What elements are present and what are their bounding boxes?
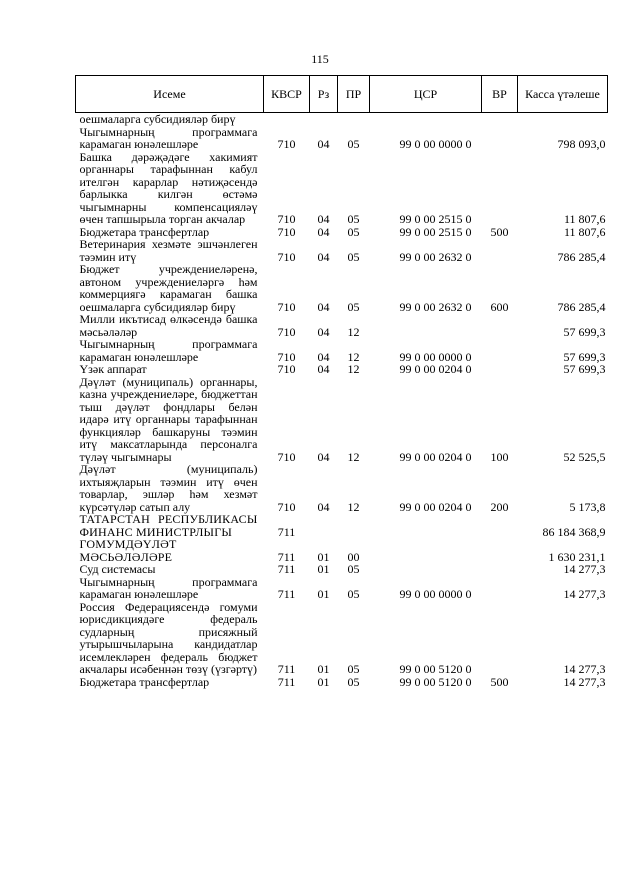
- cell-kvsr: 710: [277, 249, 296, 264]
- cell-vr: 200: [490, 499, 509, 514]
- cell-rz: [310, 513, 338, 538]
- cell-amount: [518, 113, 608, 126]
- cell-name: ТАТАРСТАН РЕСПУБЛИКАСЫ ФИНАНС МИНИСТРЛЫГЫ: [79, 512, 258, 539]
- cell-amount: 14 277,3: [563, 674, 606, 689]
- cell-name: Үзәк аппарат: [79, 362, 147, 376]
- cell-csr: [370, 113, 482, 126]
- cell-pr: 05: [347, 587, 360, 601]
- header-rz: Рз: [310, 76, 338, 113]
- cell-vr: 600: [490, 299, 509, 314]
- cell-rz: 04: [317, 249, 330, 264]
- cell-amount: 86 184 368,9: [542, 524, 606, 539]
- cell-csr: [370, 313, 482, 338]
- cell-amount: 57 699,3: [563, 324, 606, 339]
- cell-rz: 01: [317, 662, 330, 676]
- cell-csr: [370, 513, 482, 538]
- cell-vr: 500: [490, 224, 509, 239]
- cell-pr: 00: [347, 549, 360, 564]
- cell-kvsr: 710: [277, 299, 296, 314]
- cell-kvsr: 710: [277, 324, 296, 339]
- table-row: [76, 126, 608, 151]
- cell-csr: 99 0 00 5120 0: [399, 674, 472, 689]
- table-body: [76, 113, 608, 689]
- cell-name: Милли икътисад өлкәсендә башка мәсьәләләр: [79, 312, 258, 339]
- cell-name: оешмаларга субсидияләр бирү: [79, 112, 236, 126]
- cell-csr: [370, 538, 482, 563]
- cell-vr: [482, 576, 518, 601]
- table-row: [76, 363, 608, 376]
- cell-csr: 99 0 00 2632 0: [399, 299, 472, 314]
- cell-vr: [482, 538, 518, 563]
- cell-name: Бюджет учреждениеләренә, автоном учреждениеләргә һәм коммерциягә карамаган башка оешмаларга субсидияләр бирү: [79, 262, 258, 314]
- cell-amount: 1 630 231,1: [548, 549, 606, 564]
- table-row: [76, 263, 608, 313]
- cell-name: Бюджетара трансфертлар: [79, 224, 210, 239]
- cell-vr: [482, 313, 518, 338]
- header-vr: ВР: [482, 76, 518, 113]
- cell-pr: 05: [347, 562, 360, 576]
- cell-rz: 01: [317, 587, 330, 601]
- cell-pr: 12: [347, 362, 360, 376]
- cell-name: Башка дәрәҗәдәге хакимият органнары тарафыннан кабул ителгән карарлар нәтиҗәсендә барлыкка килгән өстәмә чыгымнарны компенсацияләү өчен тапшырыла торган акчалар: [79, 149, 258, 226]
- cell-amount: 798 093,0: [557, 137, 606, 151]
- cell-rz: 04: [317, 349, 330, 364]
- cell-kvsr: 710: [277, 449, 296, 464]
- cell-vr: [482, 563, 518, 576]
- table-row: [76, 338, 608, 363]
- cell-pr: 12: [347, 324, 360, 339]
- cell-vr: [482, 126, 518, 151]
- page-number: 115: [311, 52, 329, 66]
- cell-amount: 57 699,3: [563, 362, 606, 376]
- cell-vr: [482, 513, 518, 538]
- cell-rz: [310, 113, 338, 126]
- table-row: [76, 376, 608, 464]
- table-row: [76, 601, 608, 676]
- cell-name: Суд системасы: [79, 562, 156, 576]
- cell-kvsr: [264, 113, 310, 126]
- cell-pr: 05: [347, 224, 360, 239]
- table-row: [76, 463, 608, 513]
- cell-rz: 01: [317, 674, 330, 689]
- cell-rz: 04: [317, 137, 330, 151]
- cell-csr: [370, 563, 482, 576]
- table-row: [76, 676, 608, 689]
- cell-pr: 12: [347, 499, 360, 514]
- cell-rz: 04: [317, 224, 330, 239]
- cell-csr: 99 0 00 5120 0: [399, 662, 472, 676]
- cell-pr: 05: [347, 137, 360, 151]
- header-kvsr: КВСР: [264, 76, 310, 113]
- cell-name: Россия Федерациясендә гомуми юрисдикциядәге федераль судларның присяжный утырышчыларына кандидатлар исемлекләрен федераль бюджет акчалары исәбеннән төзү (үзгәртү): [79, 599, 258, 676]
- cell-kvsr: 711: [277, 674, 296, 689]
- cell-vr: [482, 338, 518, 363]
- cell-csr: 99 0 00 0204 0: [399, 362, 472, 376]
- cell-pr: 05: [347, 662, 360, 676]
- cell-rz: 01: [317, 549, 330, 564]
- cell-pr: 12: [347, 349, 360, 364]
- cell-csr: 99 0 00 2515 0: [399, 212, 472, 226]
- cell-kvsr: 711: [277, 662, 296, 676]
- cell-vr: [482, 363, 518, 376]
- cell-pr: 05: [347, 299, 360, 314]
- table-row: [76, 313, 608, 338]
- cell-csr: 99 0 00 0000 0: [399, 137, 472, 151]
- cell-amount: 11 807,6: [563, 212, 606, 226]
- cell-rz: 04: [317, 299, 330, 314]
- cell-amount: 14 277,3: [563, 562, 606, 576]
- table-row: [76, 513, 608, 538]
- cell-pr: 05: [347, 674, 360, 689]
- header-name: Исеме: [76, 76, 264, 113]
- cell-rz: 04: [317, 449, 330, 464]
- cell-name: Чыгымнарның программага карамаган юнәлешләре: [79, 337, 258, 364]
- table-row: [76, 563, 608, 576]
- cell-vr: 500: [490, 674, 509, 689]
- header-pr: ПР: [338, 76, 370, 113]
- cell-vr: 100: [490, 449, 509, 464]
- cell-vr: [482, 601, 518, 676]
- cell-kvsr: 710: [277, 349, 296, 364]
- cell-amount: 14 277,3: [563, 587, 606, 601]
- cell-name: Бюджетара трансфертлар: [79, 674, 210, 689]
- header-csr: ЦСР: [370, 76, 482, 113]
- cell-amount: 14 277,3: [563, 662, 606, 676]
- cell-kvsr: 710: [277, 362, 296, 376]
- cell-csr: 99 0 00 0000 0: [399, 349, 472, 364]
- cell-rz: 04: [317, 324, 330, 339]
- cell-amount: 5 173,8: [569, 499, 606, 514]
- cell-kvsr: 711: [277, 549, 296, 564]
- cell-vr: [482, 238, 518, 263]
- cell-vr: [482, 113, 518, 126]
- cell-kvsr: 710: [277, 137, 296, 151]
- header-kassa: Касса үтәлеше: [518, 76, 608, 113]
- cell-csr: 99 0 00 2515 0: [399, 224, 472, 239]
- table-row: [76, 238, 608, 263]
- table-row: [76, 538, 608, 563]
- cell-csr: 99 0 00 2632 0: [399, 249, 472, 264]
- cell-kvsr: 710: [277, 212, 296, 226]
- cell-csr: 99 0 00 0204 0: [399, 499, 472, 514]
- table-row: [76, 113, 608, 126]
- cell-csr: 99 0 00 0204 0: [399, 449, 472, 464]
- cell-rz: 04: [317, 212, 330, 226]
- cell-pr: [338, 113, 370, 126]
- cell-amount: 57 699,3: [563, 349, 606, 364]
- cell-rz: 04: [317, 499, 330, 514]
- cell-rz: 04: [317, 362, 330, 376]
- budget-table: [75, 75, 608, 688]
- table-row: [76, 151, 608, 226]
- table-header: [76, 76, 608, 113]
- cell-kvsr: 711: [277, 524, 296, 539]
- cell-name: Дәүләт (муниципаль) ихтыяҗларын тәэмин итү өчен товарлар, эшләр һәм хезмәт күрсәтүләр сатып алу: [79, 462, 258, 514]
- cell-pr: 05: [347, 212, 360, 226]
- cell-name: Чыгымнарның программага карамаган юнәлешләре: [79, 124, 258, 151]
- cell-pr: [338, 513, 370, 538]
- cell-name: Чыгымнарның программага карамаган юнәлешләре: [79, 574, 258, 601]
- cell-kvsr: 710: [277, 224, 296, 239]
- cell-amount: 786 285,4: [557, 299, 606, 314]
- cell-amount: 786 285,4: [557, 249, 606, 264]
- cell-pr: 12: [347, 449, 360, 464]
- cell-pr: 05: [347, 249, 360, 264]
- table-row: [76, 576, 608, 601]
- cell-kvsr: 711: [277, 587, 296, 601]
- cell-name: Дәүләт (муниципаль) органнары, казна учреждениеләре, бюджеттан тыш дәүләт фондлары белән идарә итү органнары тарафыннан функцияләр башкаруны тәэмин итү максатларында персоналга түләү чыгымнары: [79, 374, 258, 464]
- cell-kvsr: 711: [277, 562, 296, 576]
- cell-kvsr: 710: [277, 499, 296, 514]
- cell-vr: [482, 151, 518, 226]
- cell-amount: 11 807,6: [563, 224, 606, 239]
- cell-name: ГОМУМДӘҮЛӘТ МӘСЬӘЛӘЛӘРЕ: [79, 537, 177, 564]
- cell-rz: 01: [317, 562, 330, 576]
- cell-name: Ветеринария хезмәте эшчәнлеген тәэмин итү: [79, 237, 258, 264]
- cell-csr: 99 0 00 0000 0: [399, 587, 472, 601]
- cell-amount: 52 525,5: [563, 449, 606, 464]
